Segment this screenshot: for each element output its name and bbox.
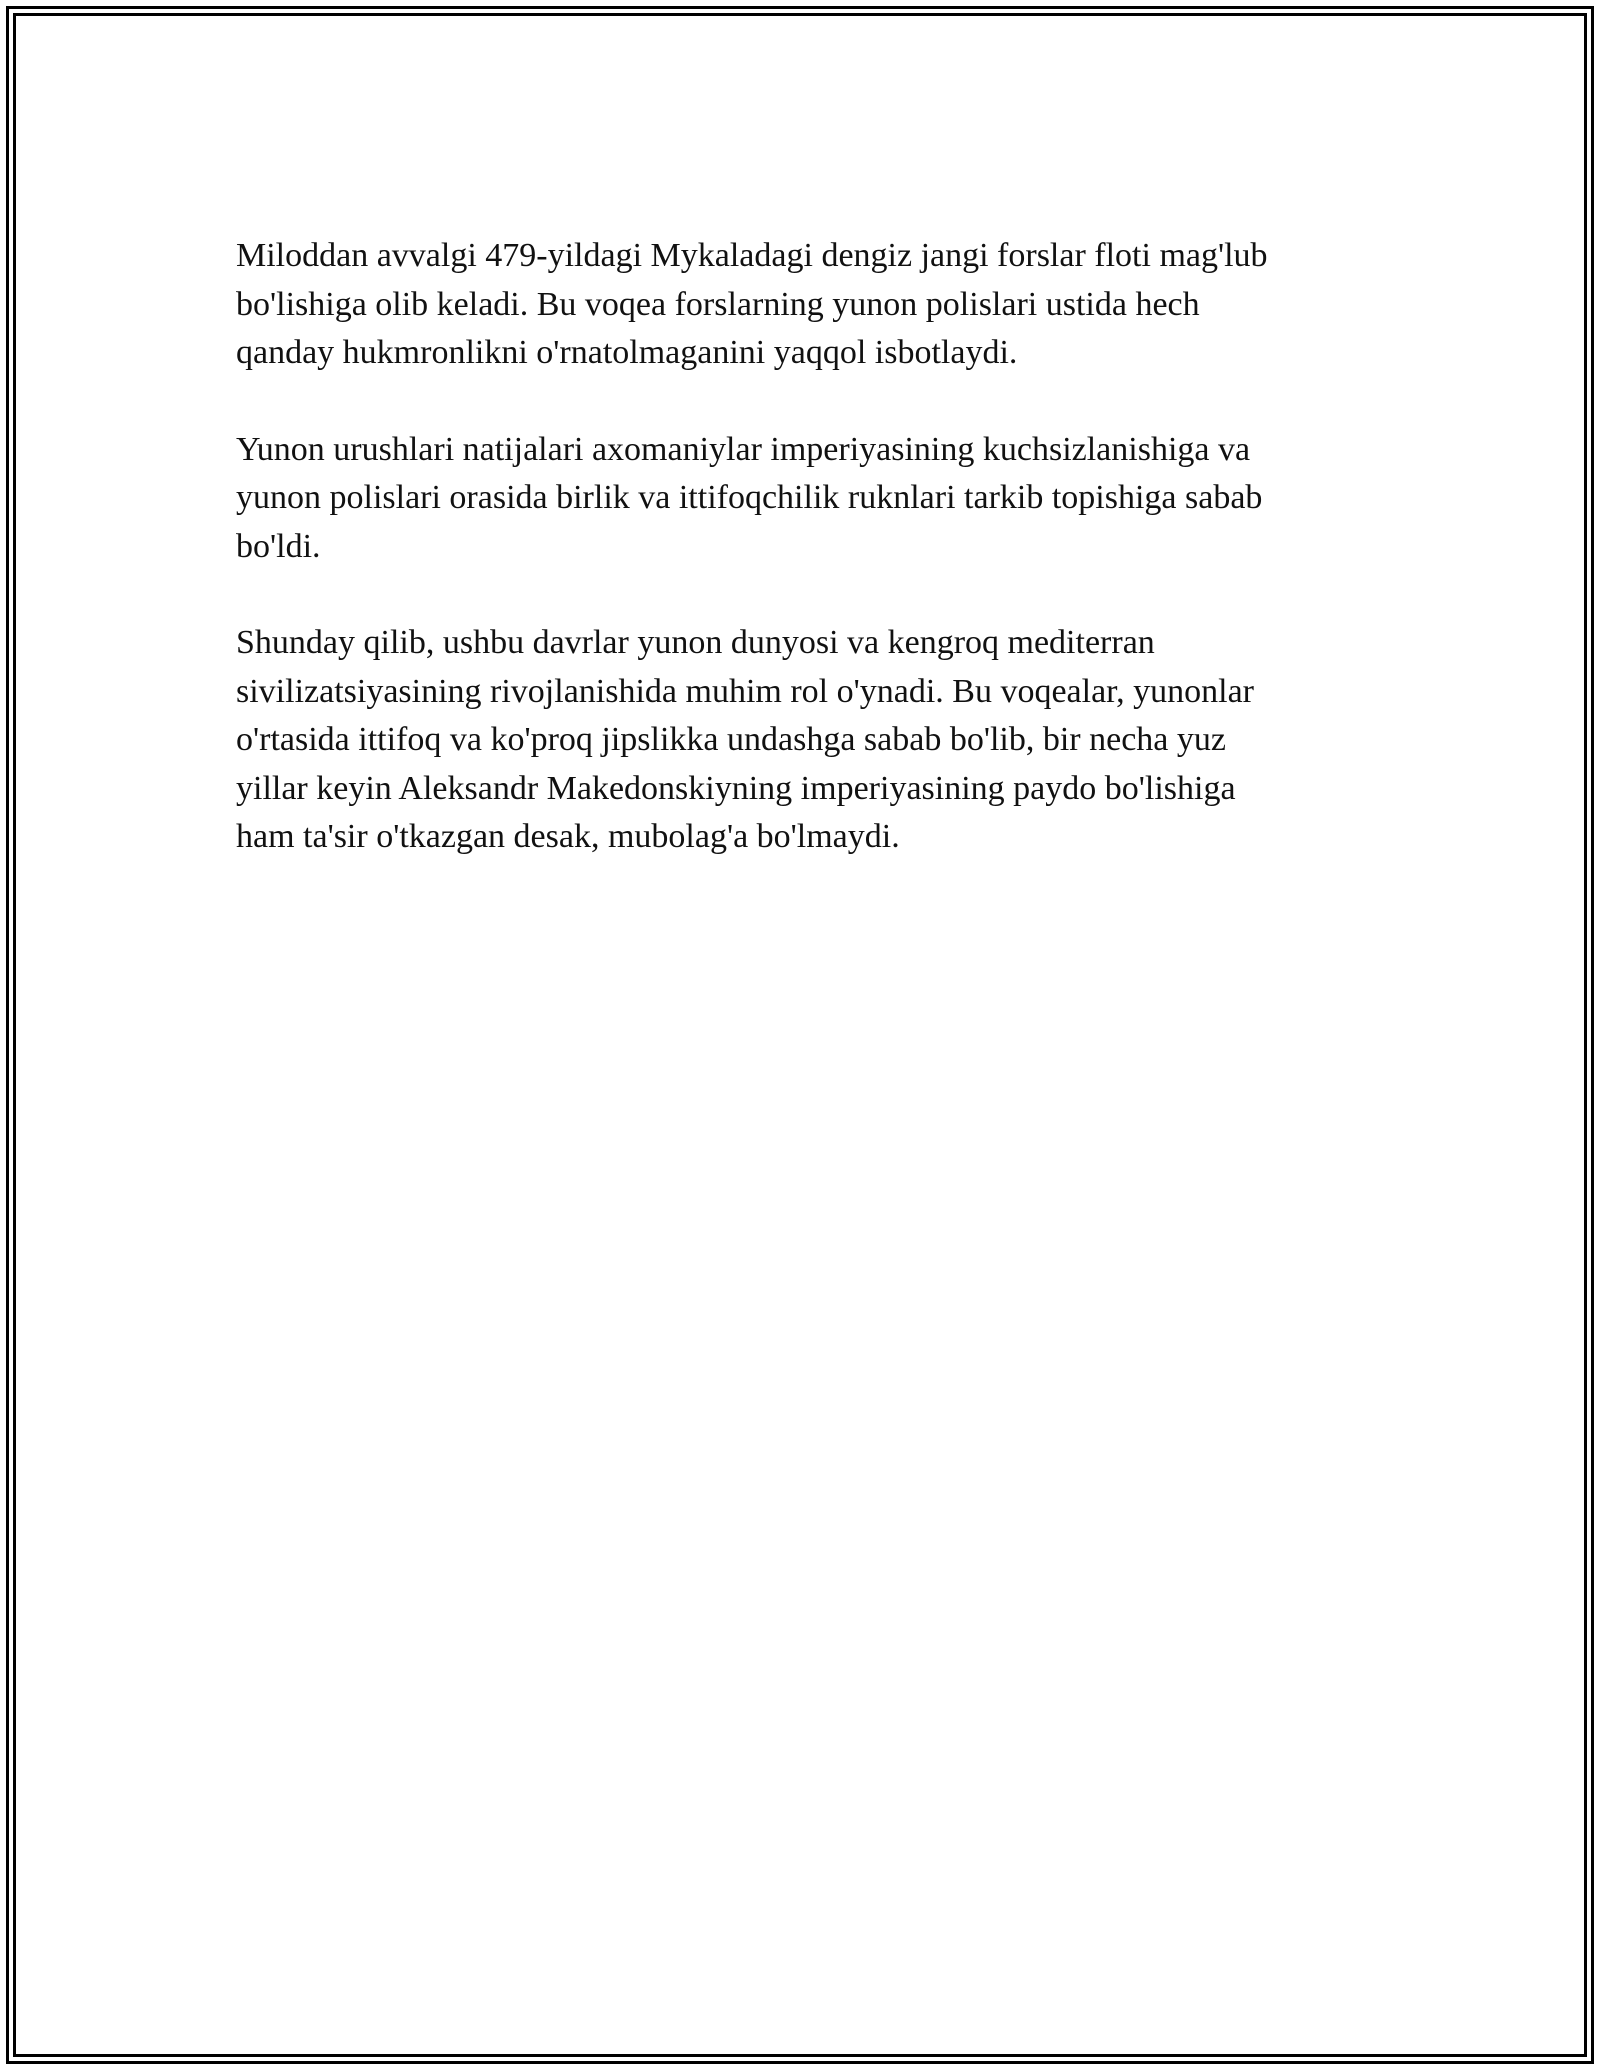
paragraph-line: bo'lishiga olib keladi. Bu voqea forslarning yunon polislari ustida hech [236, 285, 1200, 323]
paragraph-line: Yunon urushlari natijalari axomaniylar imperiyasining kuchsizlanishiga va [236, 430, 1251, 468]
paragraph-1 [236, 232, 1376, 378]
paragraph-line: qanday hukmronlikni o'rnatolmaganini yaqqol isbotlaydi. [236, 334, 1018, 371]
paragraph-line: Shunday qilib, ushbu davrlar yunon dunyosi va kengroq mediterran [236, 624, 1155, 661]
paragraph-line: sivilizatsiyasining rivojlanishida muhim rol o'ynadi. Bu voqealar, yunonlar [236, 672, 1254, 710]
paragraph-line: yunon polislari orasida birlik va ittifoqchilik ruknlari tarkib topishiga sabab [236, 479, 1263, 516]
document-body [236, 232, 1376, 910]
paragraph-line: o'rtasida ittifoq va ko'proq jipslikka undashga sabab bo'lib, bir necha yuz [236, 721, 1226, 758]
paragraph-line: bo'ldi. [236, 527, 321, 565]
paragraph-2 [236, 426, 1376, 572]
paragraph-line: yillar keyin Aleksandr Makedonskiyning imperiyasining paydo bo'lishiga [236, 769, 1236, 807]
paragraph-line: Miloddan avvalgi 479-yildagi Mykaladagi dengiz jangi forslar floti mag'lub [236, 237, 1268, 274]
paragraph-line: ham ta'sir o'tkazgan desak, mubolag'a bo'lmaydi. [236, 818, 900, 855]
paragraph-3 [236, 619, 1376, 862]
